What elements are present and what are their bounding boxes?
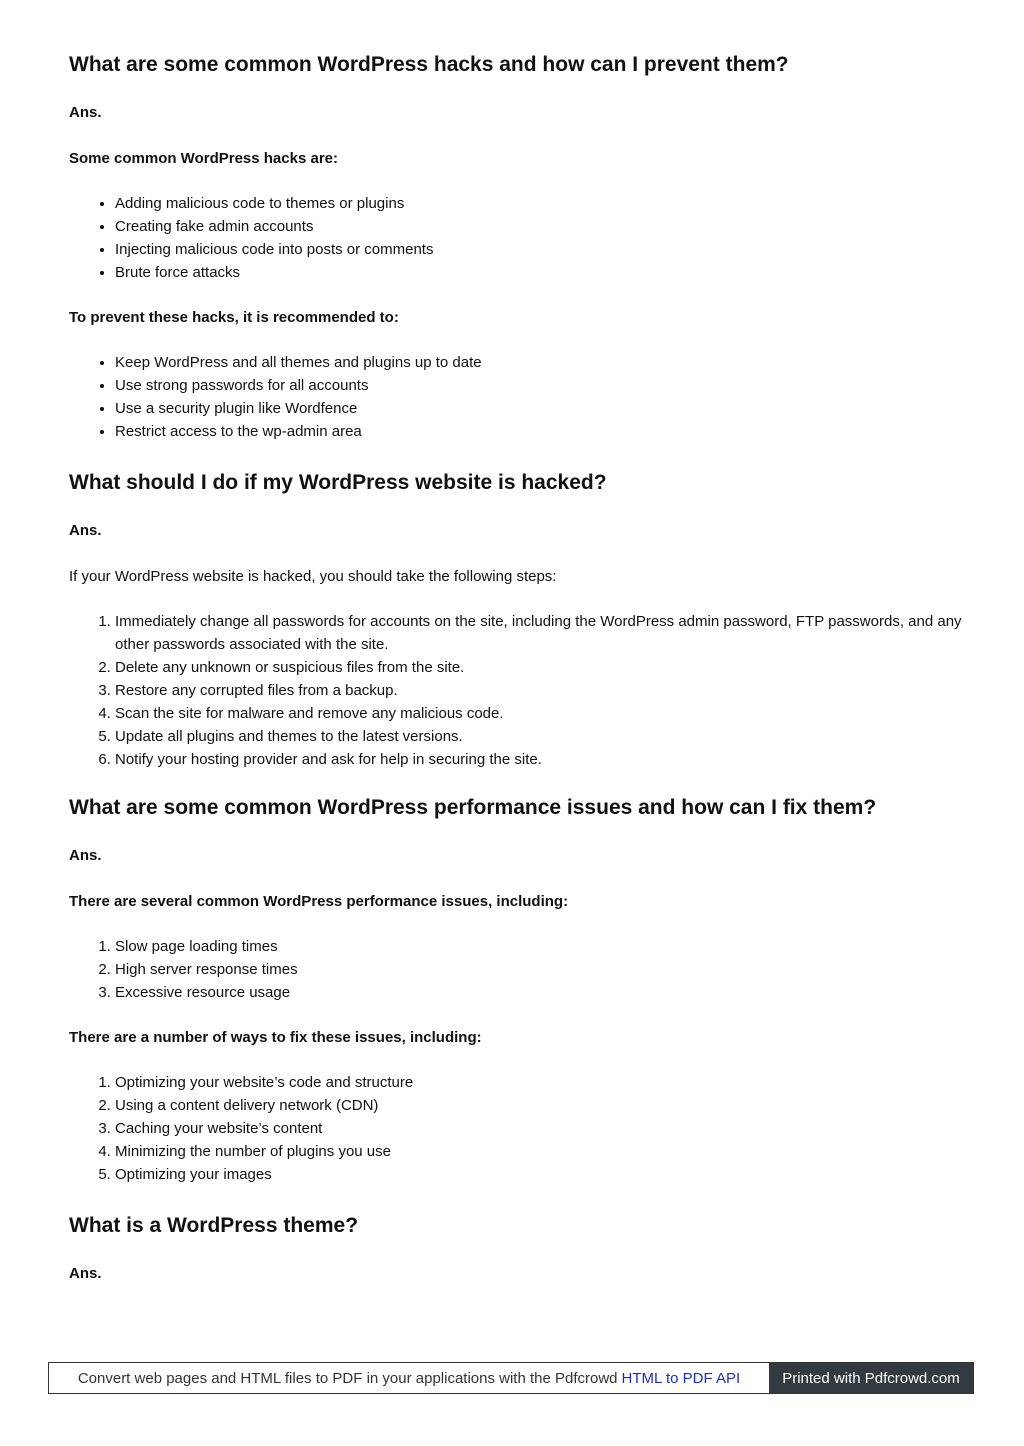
list-item: • Use strong passwords for all accounts <box>115 374 969 397</box>
html-to-pdf-api-link[interactable]: HTML to PDF API <box>621 1369 741 1387</box>
pdfcrowd-footer <box>48 1362 974 1394</box>
section-heading: What is a WordPress theme? <box>69 1214 359 1237</box>
ans-label: Ans. <box>69 104 102 121</box>
section-website-hacked <box>69 469 969 771</box>
list-item: 1. Slow page loading times <box>115 935 969 958</box>
numbered-list <box>69 610 969 771</box>
subheading: To prevent these hacks, it is recommended to: <box>69 309 399 326</box>
section-performance-issues <box>69 794 969 1186</box>
list-item: 1. Optimizing your website’s code and structure <box>115 1071 969 1094</box>
list-item: • Restrict access to the wp-admin area <box>115 420 969 443</box>
numbered-list <box>69 1071 969 1186</box>
list-item: • Brute force attacks <box>115 261 969 284</box>
list-item: 5. Optimizing your images <box>115 1163 969 1186</box>
list-item: • Injecting malicious code into posts or comments <box>115 238 969 261</box>
list-item: 5. Update all plugins and themes to the latest versions. <box>115 725 969 748</box>
list-item: 1. Immediately change all passwords for accounts on the site, including the WordPress admin password, FTP passwords, and any other passwords associated with the site. <box>115 610 969 656</box>
footer-message <box>49 1363 769 1393</box>
section-heading: What are some common WordPress hacks and how can I prevent them? <box>69 53 789 76</box>
list-item: • Creating fake admin accounts <box>115 215 969 238</box>
list-item: 3. Caching your website’s content <box>115 1117 969 1140</box>
section-heading: What should I do if my WordPress website is hacked? <box>69 471 607 494</box>
bullet-list <box>69 351 969 443</box>
list-item: 3. Restore any corrupted files from a backup. <box>115 679 969 702</box>
ans-label: Ans. <box>69 1265 102 1282</box>
subheading: There are a number of ways to fix these issues, including: <box>69 1029 482 1046</box>
printed-with-pdfcrowd-link[interactable]: Printed with Pdfcrowd.com <box>769 1363 973 1393</box>
list-item: 2. Delete any unknown or suspicious files from the site. <box>115 656 969 679</box>
list-item: 2. High server response times <box>115 958 969 981</box>
list-item: 6. Notify your hosting provider and ask for help in securing the site. <box>115 748 969 771</box>
bullet-list <box>69 192 969 284</box>
ans-label: Ans. <box>69 847 102 864</box>
list-item: • Keep WordPress and all themes and plugins up to date <box>115 351 969 374</box>
list-item: 3. Excessive resource usage <box>115 981 969 1004</box>
ans-label: Ans. <box>69 522 102 539</box>
section-wordpress-hacks <box>69 51 969 443</box>
numbered-list <box>69 935 969 1004</box>
list-item: 4. Minimizing the number of plugins you use <box>115 1140 969 1163</box>
footer-text: Convert web pages and HTML files to PDF in your applications with the Pdfcrowd <box>77 1369 618 1387</box>
section-wordpress-theme <box>69 1212 969 1285</box>
list-item: 2. Using a content delivery network (CDN) <box>115 1094 969 1117</box>
subheading: There are several common WordPress performance issues, including: <box>69 893 569 910</box>
section-heading: What are some common WordPress performance issues and how can I fix them? <box>69 796 877 819</box>
subheading: Some common WordPress hacks are: <box>69 150 338 167</box>
list-item: • Adding malicious code to themes or plugins <box>115 192 969 215</box>
list-item: 4. Scan the site for malware and remove any malicious code. <box>115 702 969 725</box>
list-item: • Use a security plugin like Wordfence <box>115 397 969 420</box>
intro-paragraph: If your WordPress website is hacked, you should take the following steps: <box>69 568 557 585</box>
